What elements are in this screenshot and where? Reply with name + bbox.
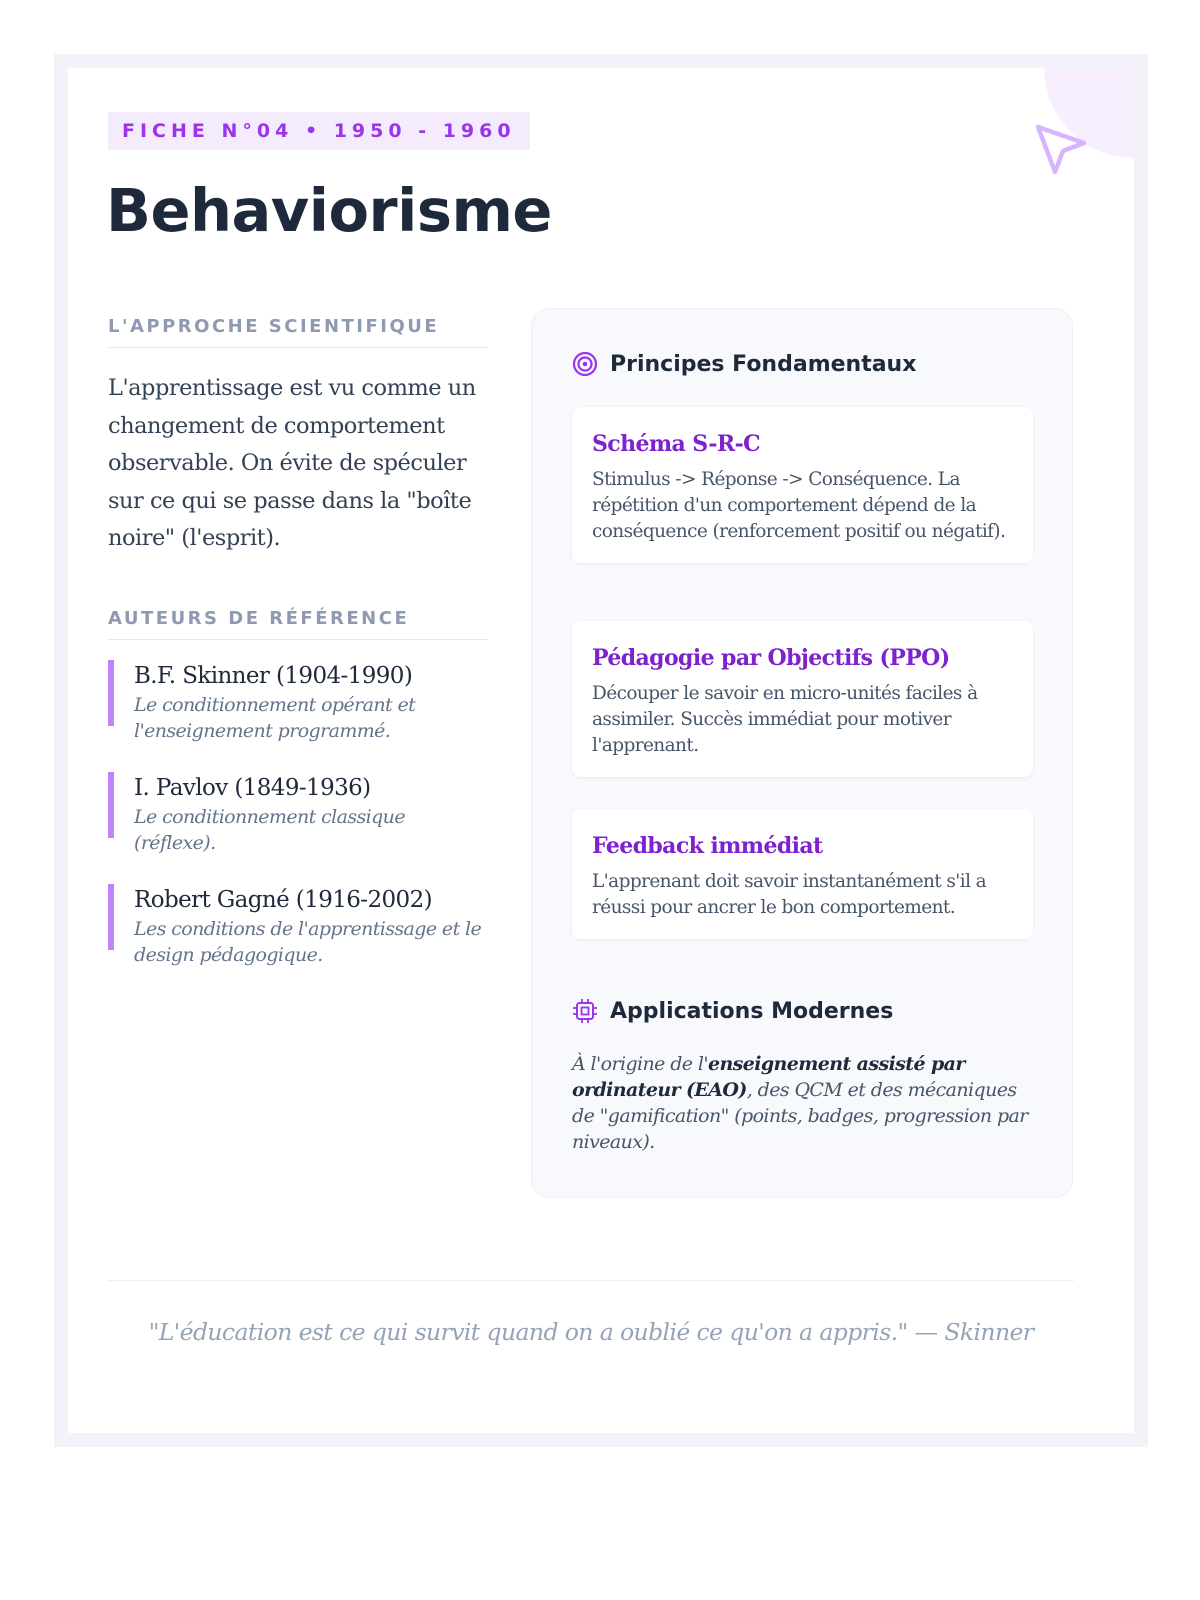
principle-title: Pédagogie par Objectifs (PPO) — [592, 645, 950, 671]
author-description: Les conditions de l'apprentissage et le design pédagogique. — [134, 917, 482, 966]
cursor-pointer-icon — [1024, 113, 1096, 185]
principle-title: Schéma S-R-C — [592, 431, 761, 457]
principle-text: Découper le savoir en micro-unités faciles à assimiler. Succès immédiat pour motiver l'apprenant. — [592, 683, 978, 756]
author-accent-bar — [108, 660, 114, 726]
author-name: B.F. Skinner (1904-1990) — [134, 662, 413, 689]
footer-divider — [108, 1280, 1074, 1281]
applications-text-highlight: enseignement assisté par ordinateur (EAO) — [572, 1053, 965, 1101]
author-description: Le conditionnement classique (réflexe). — [134, 805, 405, 854]
left-column — [108, 316, 488, 968]
applications-text — [572, 1051, 1042, 1155]
applications-heading-label: Applications Modernes — [610, 998, 894, 1024]
applications-text-start: À l'origine de l' — [572, 1053, 708, 1075]
footer-quote: "L'éducation est ce qui survit quand on a oublié ce qu'on a appris." — Skinner — [148, 1318, 1034, 1346]
author-item — [108, 660, 488, 744]
author-name: Robert Gagné (1916-2002) — [134, 886, 432, 913]
principle-text: L'apprenant doit savoir instantanément s'il a réussi pour ancrer le bon comportement. — [592, 871, 987, 918]
principles-heading — [572, 351, 916, 377]
page-title: Behaviorisme — [106, 176, 552, 245]
scientific-heading: L'APPROCHE SCIENTIFIQUE — [108, 316, 488, 348]
authors-heading: AUTEURS DE RÉFÉRENCE — [108, 608, 488, 640]
principle-title: Feedback immédiat — [592, 833, 823, 859]
author-name: I. Pavlov (1849-1936) — [134, 774, 371, 801]
author-description: Le conditionnement opérant et l'enseignement programmé. — [134, 693, 416, 742]
applications-text-end: , des QCM et des mécaniques de "gamification" (points, badges, progression par niveaux). — [572, 1079, 1028, 1153]
principle-card — [572, 621, 1033, 777]
authors-list — [108, 660, 488, 968]
author-item — [108, 884, 488, 968]
principle-card — [572, 407, 1033, 563]
target-icon — [572, 351, 598, 377]
author-accent-bar — [108, 772, 114, 838]
author-accent-bar — [108, 884, 114, 950]
scientific-text: L'apprentissage est vu comme un changement de comportement observable. On évite de spéculer sur ce qui se passe dans la "boîte noire" (l'esprit). — [108, 375, 476, 551]
fiche-tag: FICHE N°04 • 1950 - 1960 — [108, 112, 530, 150]
fiche-card — [68, 68, 1134, 1433]
chip-icon — [572, 998, 598, 1024]
principles-heading-label: Principes Fondamentaux — [610, 351, 917, 377]
principle-text: Stimulus -> Réponse -> Conséquence. La répétition d'un comportement dépend de la conséquence (renforcement positif ou négatif). — [592, 469, 1006, 542]
applications-heading — [572, 998, 893, 1024]
author-item — [108, 772, 488, 856]
principles-panel — [531, 308, 1073, 1198]
principle-card — [572, 809, 1033, 939]
